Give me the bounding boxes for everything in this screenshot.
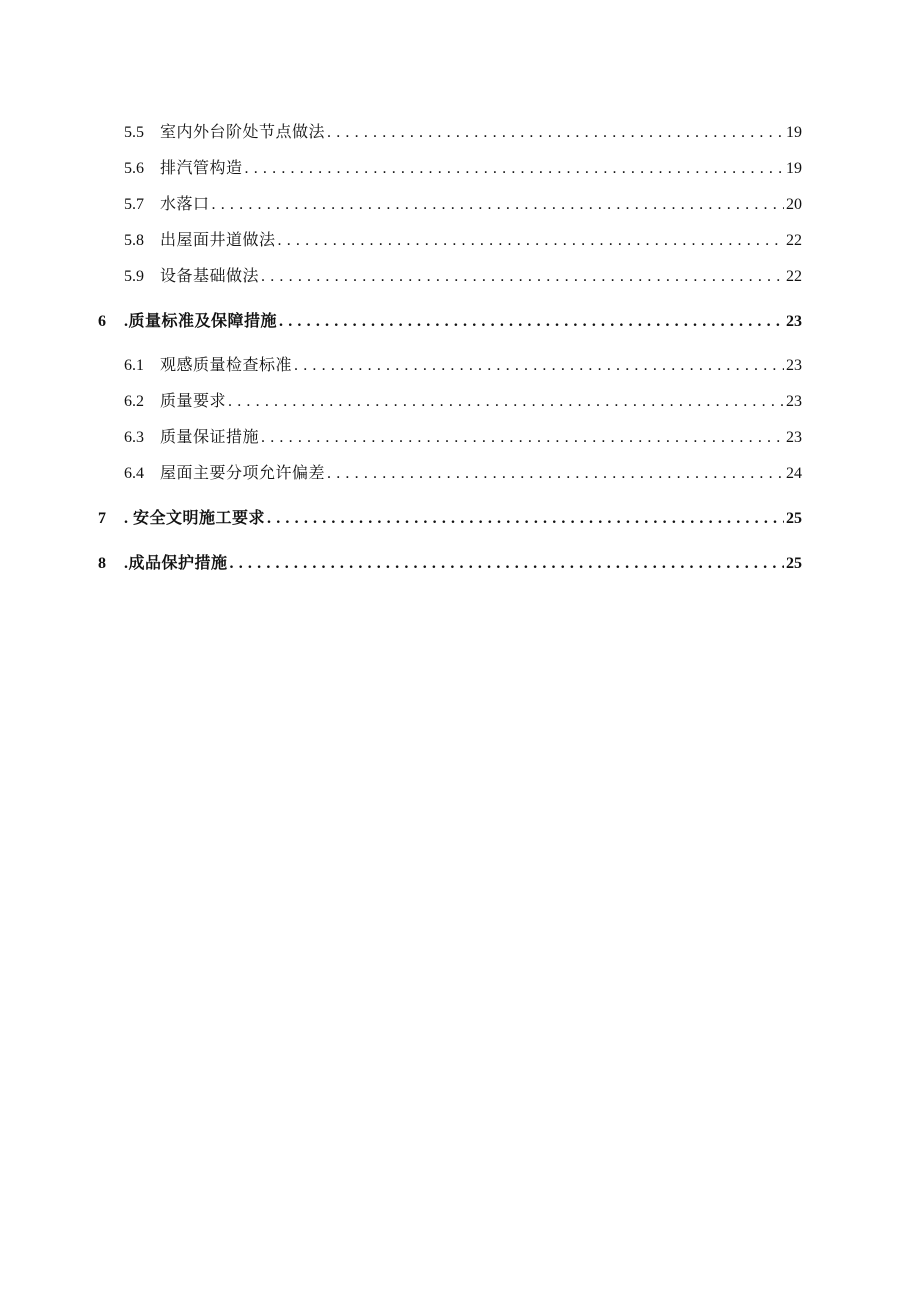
toc-entry-6-1[interactable]: [124, 355, 802, 377]
dot-leader: [327, 122, 784, 144]
toc-entry-number: 5.5: [124, 124, 144, 141]
toc-entry-title: 排汽管构造: [160, 160, 243, 177]
toc-entry-number: 5.8: [124, 232, 144, 249]
toc-entry-page: 22: [786, 268, 802, 285]
toc-entry-5-6[interactable]: [124, 158, 802, 180]
toc-entry-6-2[interactable]: [124, 391, 802, 413]
toc-entry-title: . 安全文明施工要求: [124, 510, 266, 527]
toc-entry-number: 6.2: [124, 393, 144, 410]
toc-entry-page: 23: [786, 313, 802, 330]
toc-entry-title: 设备基础做法: [160, 268, 260, 285]
toc-entry-title: 屋面主要分项允许偏差: [160, 465, 326, 482]
dot-leader: [212, 194, 784, 216]
toc-entry-number: 6.1: [124, 357, 144, 374]
toc-entry-5-7[interactable]: [124, 194, 802, 216]
toc-entry-page: 19: [786, 160, 802, 177]
toc-entry-6-3[interactable]: [124, 427, 802, 449]
dot-leader: [230, 553, 784, 575]
toc-entry-8[interactable]: [98, 553, 802, 575]
toc-entry-number: 8: [98, 555, 106, 572]
toc-entry-number: 5.9: [124, 268, 144, 285]
toc-entry-page: 23: [786, 393, 802, 410]
toc-entry-page: 24: [786, 465, 802, 482]
toc-entry-number: 6.3: [124, 429, 144, 446]
dot-leader: [228, 391, 784, 413]
dot-leader: [261, 266, 784, 288]
dot-leader: [327, 463, 784, 485]
toc-entry-number: 7: [98, 510, 106, 527]
toc-entry-title: 观感质量检查标准: [160, 357, 293, 374]
dot-leader: [245, 158, 784, 180]
toc-entry-page: 22: [786, 232, 802, 249]
dot-leader: [267, 508, 784, 530]
dot-leader: [279, 311, 784, 333]
toc-entry-title: .质量标准及保障措施: [124, 313, 278, 330]
toc-entry-page: 20: [786, 196, 802, 213]
toc-entry-title: 质量要求: [160, 393, 227, 410]
toc-entry-page: 25: [786, 555, 802, 572]
toc-entry-5-9[interactable]: [124, 266, 802, 288]
dot-leader: [278, 230, 784, 252]
toc-entry-title: .成品保护措施: [124, 555, 228, 572]
toc-entry-page: 25: [786, 510, 802, 527]
toc-entry-page: 19: [786, 124, 802, 141]
toc-entry-number: 5.7: [124, 196, 144, 213]
toc-entry-5-8[interactable]: [124, 230, 802, 252]
dot-leader: [261, 427, 784, 449]
toc-entry-title: 出屋面井道做法: [160, 232, 276, 249]
toc-entry-title: 室内外台阶处节点做法: [160, 124, 326, 141]
toc-entry-page: 23: [786, 429, 802, 446]
toc-entry-number: 6: [98, 313, 106, 330]
toc-entry-6-4[interactable]: [124, 463, 802, 485]
dot-leader: [294, 355, 784, 377]
toc-entry-number: 5.6: [124, 160, 144, 177]
toc-entry-7[interactable]: [98, 508, 802, 530]
toc-entry-5-5[interactable]: [124, 122, 802, 144]
toc-entry-page: 23: [786, 357, 802, 374]
toc-entry-6[interactable]: [98, 311, 802, 333]
toc-entry-title: 质量保证措施: [160, 429, 260, 446]
toc-entry-title: 水落口: [160, 196, 210, 213]
toc-entry-number: 6.4: [124, 465, 144, 482]
